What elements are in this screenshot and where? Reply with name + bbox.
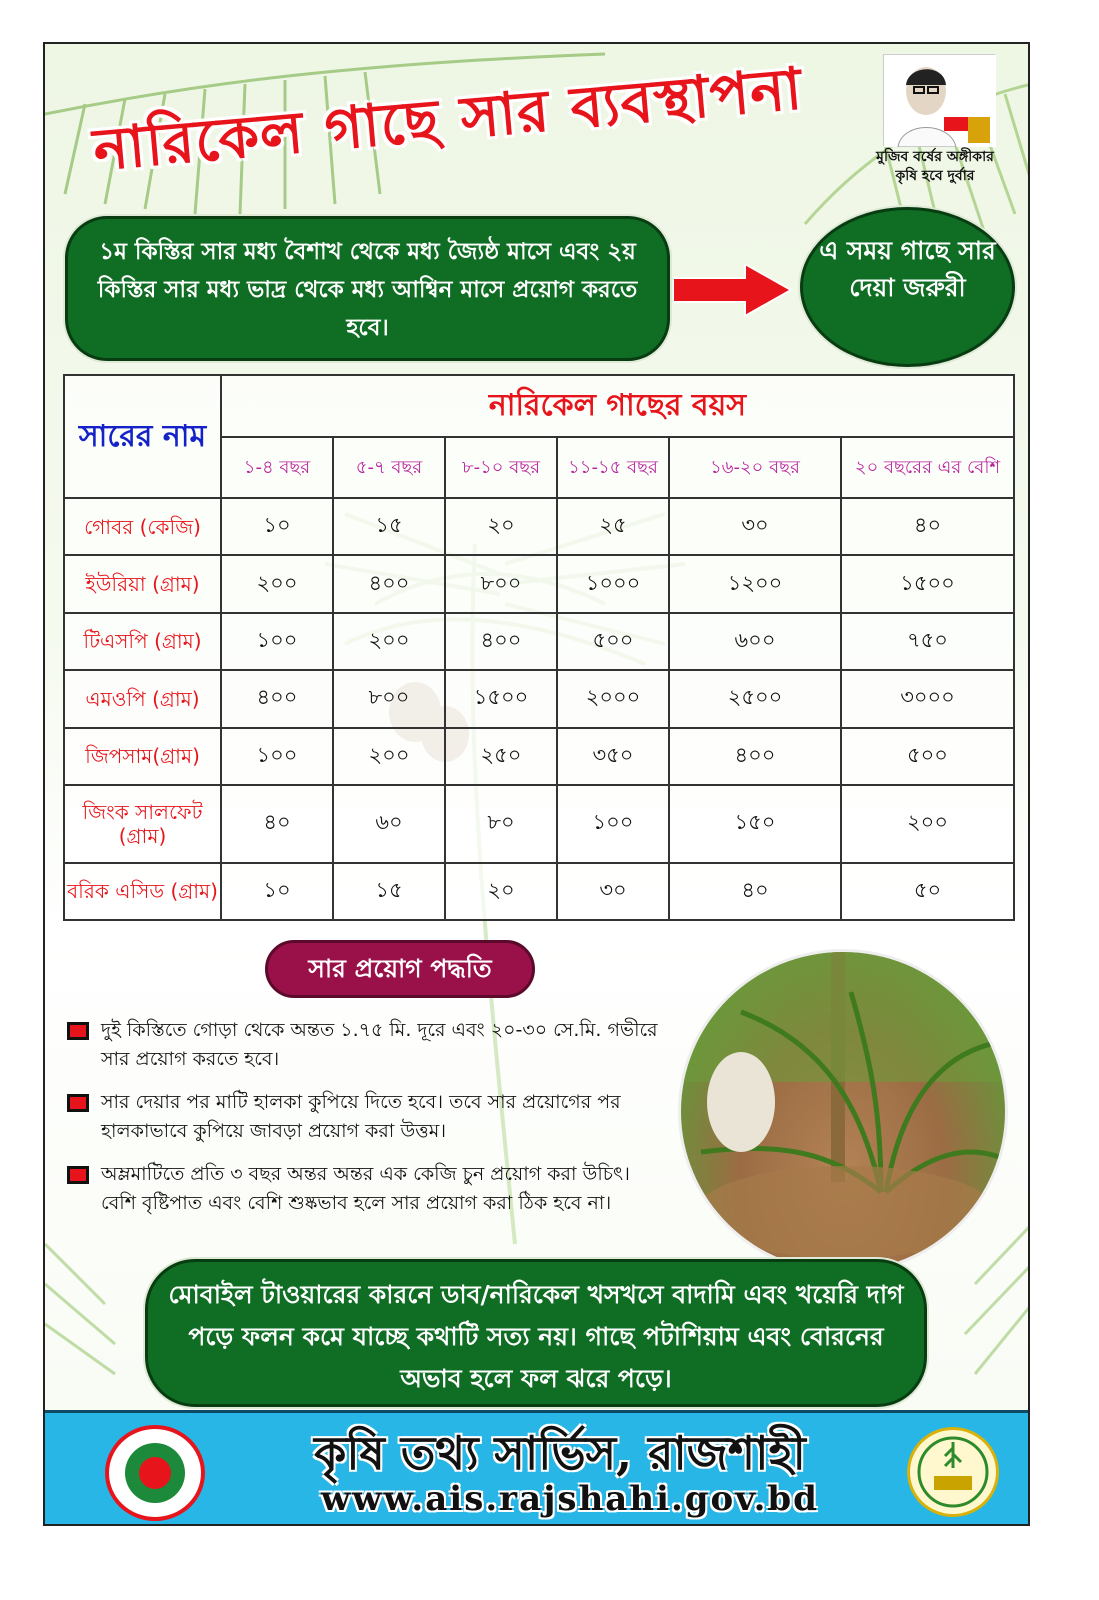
column-header: ৮-১০ বছর <box>445 437 557 498</box>
table-cell: ৫০০ <box>557 613 669 670</box>
table-cell: ১২০০ <box>669 555 841 612</box>
organization-name: কৃষি তথ্য সার্ভিস, রাজশাহী <box>314 1426 806 1480</box>
table-cell: ৪০ <box>841 498 1014 555</box>
fertilizer-name: ইউরিয়া (গ্রাম) <box>64 555 221 612</box>
bullet-text: দুই কিস্তিতে গোড়া থেকে অন্তত ১.৭৫ মি. দূরে এবং ২০-৩০ সে.মি. গভীরে সার প্রয়োগ করতে হবে। <box>101 1019 658 1070</box>
table-cell: ৫০ <box>841 863 1014 920</box>
column-header: ২০ বছরের এর বেশি <box>841 437 1014 498</box>
website-url: www.ais.rajshahi.gov.bd <box>321 1479 819 1519</box>
schedule-callout: এ সময় গাছে সার দেয়া জরুরী <box>800 207 1015 367</box>
palm-sapling-icon <box>681 952 1008 1274</box>
list-item <box>63 1088 668 1146</box>
schedule-box: ১ম কিস্তির সার মধ্য বৈশাখ থেকে মধ্য জ্যৈষ্ঠ মাসে এবং ২য় কিস্তির সার মধ্য ভাদ্র থেকে মধ্য আশ্বিন মাসে প্রয়োগ করতে হবে। <box>65 216 670 361</box>
table-cell: ২৫০ <box>445 728 557 785</box>
table-cell: ৬০ <box>333 785 445 863</box>
portrait-icon <box>884 55 996 147</box>
table-cell: ২০০ <box>221 555 333 612</box>
table-cell: ১০ <box>221 498 333 555</box>
bullet-square-icon <box>67 1166 89 1184</box>
footer-banner <box>45 1410 1028 1524</box>
table-cell: ১৫০ <box>669 785 841 863</box>
table-cell: ৮০০ <box>333 670 445 727</box>
table-cell: ৩০০০ <box>841 670 1014 727</box>
table-cell: ১০০ <box>221 613 333 670</box>
table-cell: ৩০ <box>669 498 841 555</box>
fertilizer-name: গোবর (কেজি) <box>64 498 221 555</box>
table-cell: ১০০ <box>221 728 333 785</box>
table-cell: ১০০০ <box>557 555 669 612</box>
table-cell: ৪০০ <box>445 613 557 670</box>
method-heading: সার প্রয়োগ পদ্ধতি <box>265 940 535 998</box>
bullet-square-icon <box>67 1094 89 1112</box>
list-item <box>63 1160 668 1218</box>
logo-caption-line1: মুজিব বর্ষের অঙ্গীকার <box>876 149 994 165</box>
fertilizer-name: জিংক সালফেট (গ্রাম) <box>64 785 221 863</box>
fertilizer-table <box>63 374 1015 921</box>
bullet-text: অম্লমাটিতে প্রতি ৩ বছর অন্তর অন্তর এক কেজি চুন প্রয়োগ করা উচিৎ। বেশি বৃষ্টিপাত এবং বেশি শুষ্কভাব হলে সার প্রয়োগ করা ঠিক হবে না। <box>101 1163 630 1214</box>
bangladesh-govt-seal-icon <box>105 1425 205 1521</box>
table-cell: ১৫ <box>333 498 445 555</box>
table-cell: ১৫০০ <box>445 670 557 727</box>
table-cell: ১৫ <box>333 863 445 920</box>
fertilizer-name: এমওপি (গ্রাম) <box>64 670 221 727</box>
list-item <box>63 1016 668 1074</box>
table-row <box>64 728 1014 785</box>
table-cell: ১০ <box>221 863 333 920</box>
table-cell: ৩৫০ <box>557 728 669 785</box>
table-cell: ৪০০ <box>669 728 841 785</box>
table-cell: ৩০ <box>557 863 669 920</box>
table-cell: ২৫০০ <box>669 670 841 727</box>
fertilizer-name: টিএসপি (গ্রাম) <box>64 613 221 670</box>
table-cell: ৮০ <box>445 785 557 863</box>
column-header: ১৬-২০ বছর <box>669 437 841 498</box>
table-row <box>64 785 1014 863</box>
table-cell: ৮০০ <box>445 555 557 612</box>
table-cell: ৪০ <box>669 863 841 920</box>
table-cell: ৬০০ <box>669 613 841 670</box>
table-cell: ২৫ <box>557 498 669 555</box>
mujib-100-logo <box>883 54 995 146</box>
fertilizer-name: বরিক এসিড (গ্রাম) <box>64 863 221 920</box>
table-row <box>64 498 1014 555</box>
column-header: ৫-৭ বছর <box>333 437 445 498</box>
column-header: ১১-১৫ বছর <box>557 437 669 498</box>
table-cell: ৪০০ <box>333 555 445 612</box>
table-cell: ১৫০০ <box>841 555 1014 612</box>
table-cell: ২০০০ <box>557 670 669 727</box>
table-name-header: সারের নাম <box>64 375 221 498</box>
bullet-text: সার দেয়ার পর মাটি হালকা কুপিয়ে দিতে হবে। তবে সার প্রয়োগের পর হালকাভাবে কুপিয়ে জাবড়া প্রয়োগ করা উত্তম। <box>101 1091 621 1142</box>
table-cell: ৪০ <box>221 785 333 863</box>
table-cell: ২০ <box>445 498 557 555</box>
table-cell: ৪০০ <box>221 670 333 727</box>
logo-caption-line2: কৃষি হবে দুর্বার <box>895 168 975 184</box>
table-age-header: নারিকেল গাছের বয়স <box>221 375 1014 437</box>
table-cell: ৫০০ <box>841 728 1014 785</box>
column-header: ১-৪ বছর <box>221 437 333 498</box>
table-cell: ২০০ <box>841 785 1014 863</box>
table-row <box>64 613 1014 670</box>
fertilizer-application-photo <box>678 949 1008 1274</box>
arrow-right-icon <box>673 264 793 316</box>
ais-logo-icon <box>907 1427 999 1517</box>
table-cell: ২০ <box>445 863 557 920</box>
table-row <box>64 555 1014 612</box>
method-bullet-list <box>63 1016 668 1232</box>
table-row <box>64 863 1014 920</box>
bullet-square-icon <box>67 1022 89 1040</box>
table-cell: ৭৫০ <box>841 613 1014 670</box>
fertilizer-name: জিপসাম(গ্রাম) <box>64 728 221 785</box>
myth-note-box: মোবাইল টাওয়ারের কারনে ডাব/নারিকেল খসখসে বাদামি এবং খয়েরি দাগ পড়ে ফলন কমে যাচ্ছে কথাটি সত্য নয়। গাছে পটাশিয়াম এবং বোরনের অভাব হলে ফল ঝরে পড়ে। <box>145 1259 927 1407</box>
table-cell: ২০০ <box>333 613 445 670</box>
poster-title: নারিকেল গাছে সার ব্যবস্থাপনা <box>90 54 806 184</box>
table-row <box>64 670 1014 727</box>
poster <box>43 42 1030 1526</box>
logo-caption <box>850 148 1020 186</box>
table-cell: ১০০ <box>557 785 669 863</box>
table-cell: ২০০ <box>333 728 445 785</box>
